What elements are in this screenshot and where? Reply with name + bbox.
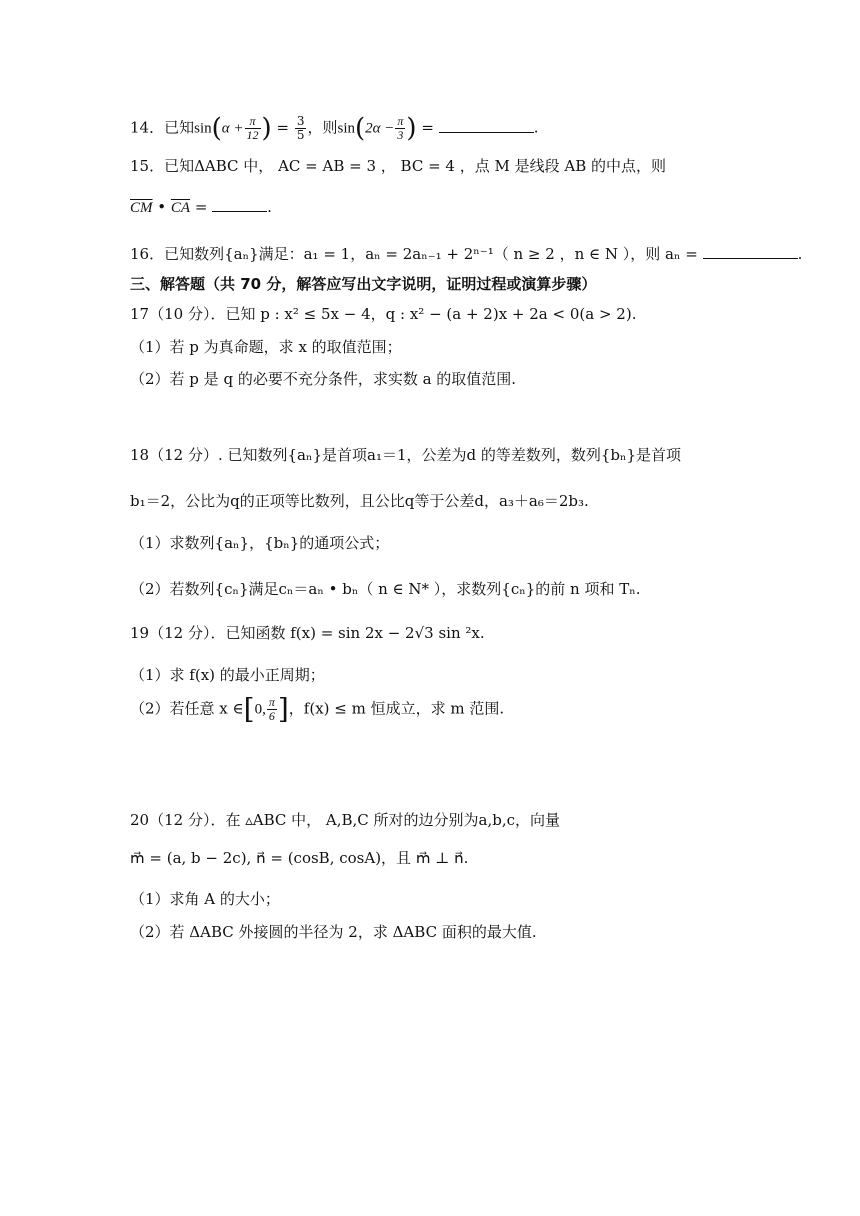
q14-sin1: sin	[194, 120, 212, 137]
q14-eq1: =	[276, 118, 290, 137]
q19-interval-left: 0,	[254, 701, 266, 718]
q15-vector-ca: $\overline{CA}$	[170, 200, 191, 216]
q15-vector-cm: $\overline{CM}$	[130, 200, 153, 216]
question-19-part1: （1）求 f(x) 的最小正周期；	[130, 666, 325, 684]
question-16	[130, 243, 802, 265]
q16-end: .	[797, 245, 803, 263]
q14-paren-open: (	[211, 113, 222, 144]
q19-part2-b: ，f(x) ≤ m 恒成立，求 m 范围.	[288, 699, 505, 718]
q14-number: 14．	[130, 118, 165, 137]
q14-answer-blank[interactable]	[439, 118, 534, 133]
q14-frac1: $\frac{\pi}{12}$	[246, 114, 259, 142]
question-17-part1: （1）若 p 为真命题，求 x 的取值范围；	[130, 338, 402, 356]
q14-paren2-close: )	[406, 113, 417, 144]
question-17-part2: （2）若 p 是 q 的必要不充分条件，求实数 a 的取值范围.	[130, 370, 517, 388]
q14-alpha2: 2α −	[365, 120, 395, 137]
question-18-part2: （2）若数列{cₙ}满足cₙ＝aₙ • bₙ（ n ∈ N* ），求数列{cₙ}的前 n 项和 Tₙ.	[130, 580, 641, 598]
q14-sin2: sin	[337, 120, 355, 137]
question-18-head2: b₁＝2，公比为q的正项等比数列，且公比q等于公差d，a₃＋a₆＝2b₃.	[130, 492, 589, 510]
q16-text: 16．已知数列{aₙ}满足：a₁ = 1，aₙ = 2aₙ₋₁ + 2ⁿ⁻¹（ n ≥ 2 ，n ∈ N ），则 aₙ =	[130, 245, 698, 263]
q15-answer-blank[interactable]	[212, 197, 267, 212]
question-19-part2	[130, 692, 505, 726]
q14-paren-close: )	[261, 113, 272, 144]
q14-paren2-open: (	[355, 113, 366, 144]
question-20-part1: （1）求角 A 的大小；	[130, 890, 280, 908]
question-15-line2	[130, 196, 272, 219]
q19-bracket-open: [	[243, 692, 255, 726]
question-18-head: 18（12 分）. 已知数列{aₙ}是首项a₁＝1，公差为d 的等差数列，数列{bₙ}是首项	[130, 446, 682, 464]
question-14	[130, 115, 539, 142]
q14-frac2: $\frac{3}{5}$	[296, 114, 305, 142]
q14-text-b: ，则	[307, 118, 338, 137]
q19-bracket-close: ]	[277, 692, 289, 726]
section-3-heading: 三、解答题（共 70 分，解答应写出文字说明，证明过程或演算步骤）	[130, 275, 597, 293]
q19-part2-a: （2）若任意 x ∈	[130, 699, 244, 718]
q14-end: .	[533, 118, 539, 137]
question-18-part1: （1）求数列{aₙ}，{bₙ}的通项公式；	[130, 534, 390, 552]
q15-eq: =	[190, 198, 213, 216]
q14-text-a: 已知	[164, 118, 195, 137]
question-19-head: 19（12 分）．已知函数 f(x) = sin 2x − 2√3 sin ²x.	[130, 624, 485, 642]
q15-end: .	[267, 198, 272, 216]
q19-frac: $\frac{\pi}{6}$	[268, 695, 275, 723]
question-20-part2: （2）若 ΔABC 外接圆的半径为 2，求 ΔABC 面积的最大值.	[130, 923, 537, 941]
q14-eq2: =	[421, 118, 434, 137]
q15-dot: •	[152, 198, 171, 216]
question-15-line1: 15．已知ΔABC 中， AC = AB = 3 ， BC = 4 ，点 M 是线段 AB 的中点，则	[130, 157, 667, 175]
q16-answer-blank[interactable]	[703, 244, 798, 259]
question-17-head: 17（10 分）．已知 p : x² ≤ 5x − 4，q : x² − (a + 2)x + 2a < 0(a > 2).	[130, 305, 637, 323]
q14-frac3: $\frac{\pi}{3}$	[397, 114, 404, 142]
question-20-head: 20（12 分）．在 ▵ABC 中， A,B,C 所对的边分别为a,b,c，向量	[130, 811, 561, 829]
q14-alpha1: α +	[221, 120, 244, 137]
question-20-line2: m⃗ = (a, b − 2c), n⃗ = (cosB, cosA)，且 m⃗ ⊥ n⃗.	[130, 849, 469, 867]
